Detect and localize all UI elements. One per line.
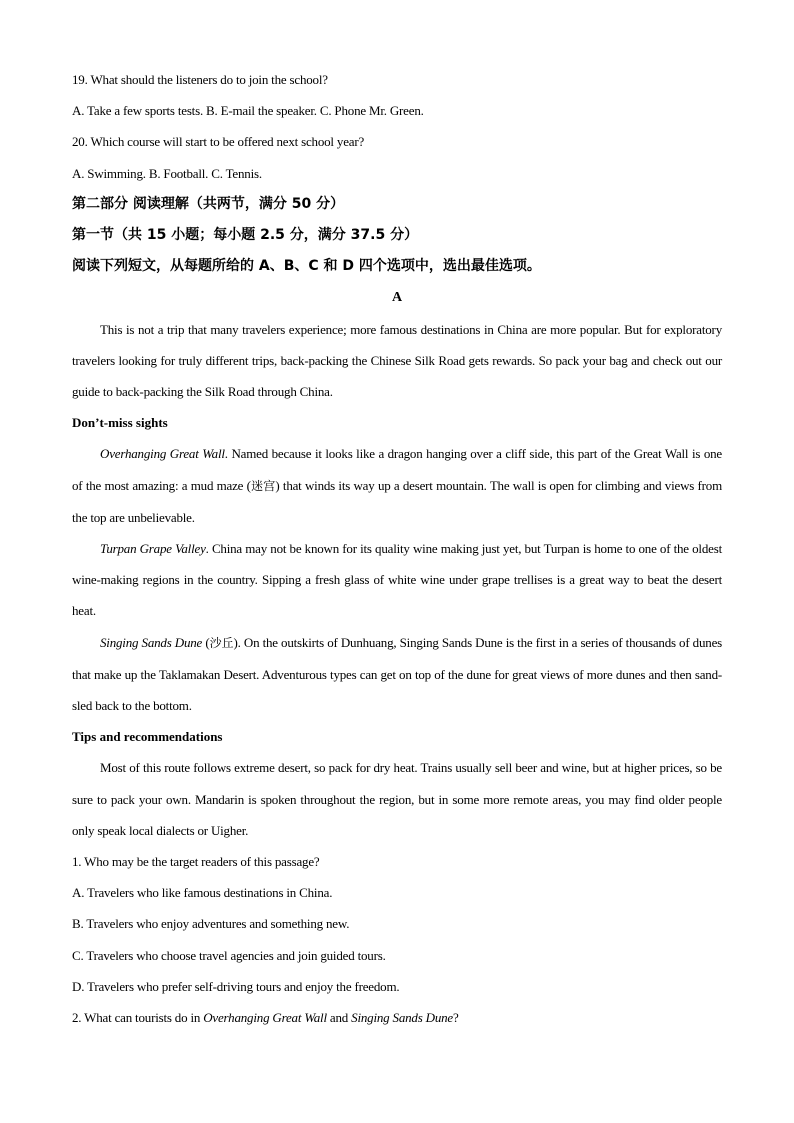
question-20-options: A. Swimming. B. Football. C. Tennis.	[72, 165, 262, 181]
sight1-cn: 迷宫	[250, 478, 276, 493]
sight1-name: Overhanging Great Wall	[100, 446, 225, 462]
question-2-place2: Singing Sands Dune	[351, 1010, 453, 1026]
question-1: 1. Who may be the target readers of this passage?	[72, 854, 320, 870]
passage-label: A	[391, 290, 403, 306]
sight1-text-b: ) that winds its way up a desert mountain. The wall is open for climbing and views from the top are unbelievable.	[72, 477, 722, 525]
exam-page	[72, 64, 722, 1033]
passage-intro: This is not a trip that many travelers experience; more famous destinations in China are more popular. But for exploratory travelers looking for truly different trips, back-packing the Chinese Silk Road gets rewards. So pack your bag and check out our guide to back-packing the Silk Road through China.	[72, 321, 722, 400]
sight2-text: . China may not be known for its quality wine making just yet, but Turpan is home to one of the oldest wine-making regions in the country. Sipping a fresh glass of white wine under grape trellises is a great way to beat the desert heat.	[72, 541, 722, 619]
sight-singing-sands-dune	[72, 627, 722, 722]
tips-heading: Tips and recommendations	[72, 729, 223, 745]
sight3-name: Singing Sands Dune	[100, 634, 203, 650]
tips-text: Most of this route follows extreme desert, so pack for dry heat. Trains usually sell beer and wine, but at higher prices, so be sure to pack your own. Mandarin is spoken throughout the region, but in some more remote areas, you may find older people only speak local dialects or Uigher.	[72, 760, 722, 838]
sight3-text-a: (	[202, 634, 210, 650]
question-20: 20. Which course will start to be offered next school year?	[72, 134, 365, 150]
question-2-suffix: ?	[453, 1010, 459, 1026]
question-1-option-b: B. Travelers who enjoy adventures and something new.	[72, 916, 350, 932]
sight3-text-b: ). On the outskirts of Dunhuang, Singing Sands Dune is the first in a series of thousands of dunes that make up the Taklamakan Desert. Adventurous types can get on top of the dune for great views of more dunes and then sand-sled back to the bottom.	[72, 634, 723, 714]
reading-instructions: 阅读下列短文，从每题所给的 A、B、C 和 D 四个选项中，选出最佳选项。	[72, 258, 541, 275]
question-1-option-a: A. Travelers who like famous destinations in China.	[72, 885, 333, 901]
question-1-option-c: C. Travelers who choose travel agencies and join guided tours.	[72, 947, 386, 963]
question-2-prefix: 2. What can tourists do in	[72, 1010, 204, 1026]
part-one-title: 第一节（共 15 小题；每小题 2.5 分，满分 37.5 分）	[72, 227, 419, 244]
section-two-title: 第二部分 阅读理解（共两节，满分 50 分）	[72, 195, 345, 212]
question-1-option-d: D. Travelers who prefer self-driving tours and enjoy the freedom.	[72, 978, 400, 994]
sight-turpan-grape-valley	[72, 533, 722, 627]
sight3-cn: 沙丘	[209, 635, 234, 650]
question-2-place1: Overhanging Great Wall	[203, 1010, 327, 1026]
question-19: 19. What should the listeners do to join the school?	[72, 72, 328, 87]
question-2-and: and	[326, 1010, 352, 1026]
question-2	[72, 1002, 722, 1033]
sight1-text-a: . Named because it looks like a dragon hanging over a cliff side, this part of the Great Wall is one of the most amazing: a mud maze (	[72, 446, 722, 493]
sight-overhanging-great-wall	[72, 438, 722, 533]
sight2-name: Turpan Grape Valley	[100, 541, 206, 557]
question-19-options: A. Take a few sports tests. B. E-mail the speaker. C. Phone Mr. Green.	[72, 103, 424, 119]
sights-heading: Don’t-miss sights	[72, 415, 168, 431]
